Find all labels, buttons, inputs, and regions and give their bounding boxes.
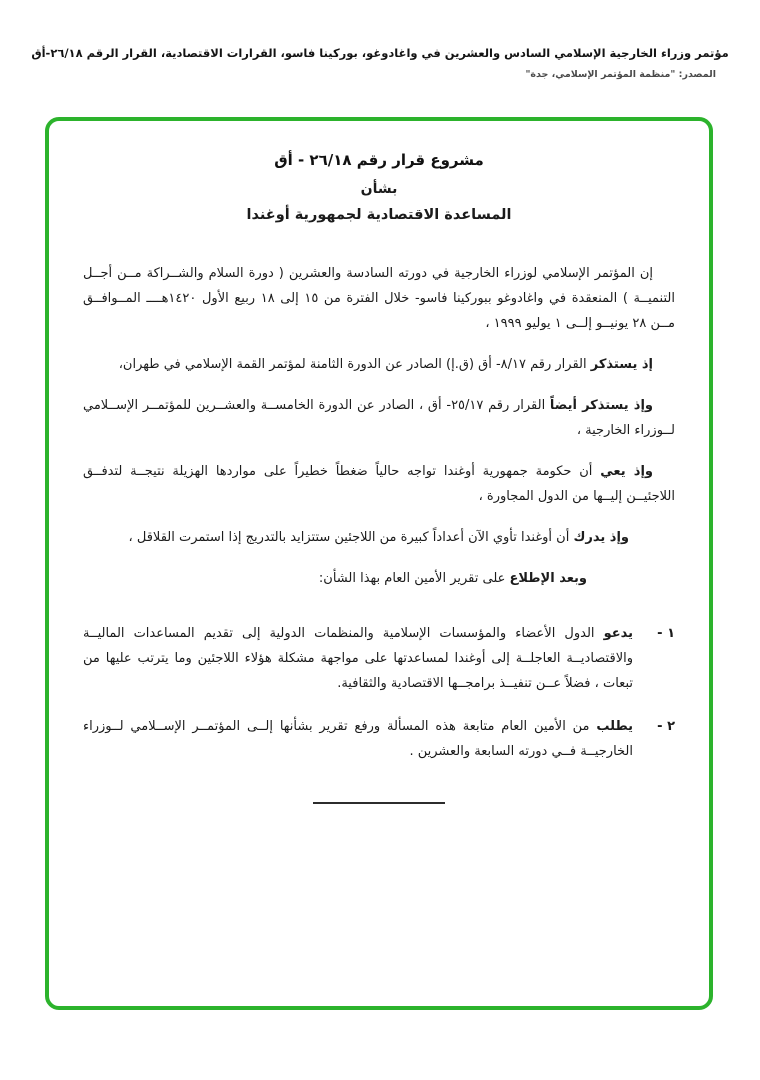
preamble-paragraph (83, 393, 675, 443)
resolution-title: مشروع قرار رقم ٢٦/١٨ - أق (274, 151, 484, 169)
operative-item (83, 714, 675, 764)
item-lead: يطلب (596, 719, 633, 734)
item-rest: الدول الأعضاء والمؤسسات الإسلامية والمنظمات الدولية إلى تقديم المساعدات الماليــة والاقتصاديــة العاجلــة إلى أوغندا لمساعدتها على مواجهة مشكلة هؤلاء اللاجئين وما يترتب عليها من تبعات ، فضلاً عــن تنفيــذ برامجــها الاقتصادية والثقافية. (83, 626, 633, 691)
paragraph-text: على تقرير الأمين العام بهذا الشأن: (318, 571, 510, 586)
preamble-paragraph (83, 525, 675, 550)
paragraph-text: أن أوغندا تأوي الآن أعداداً كبيرة من اللاجئين ستتزايد بالتدريج إذا استمرت القلاقل ، (128, 530, 574, 545)
paragraph-text: إن المؤتمر الإسلامي لوزراء الخارجية في دورته السادسة والعشرين ( دورة السلام والشــراكة مــن أجــل التنميــة ) المنعقدة في واغادوغو ببوركينا فاسو- خلال الفترة من ١٥ إلى ١٨ ربيع الأول ١٤٢٠هــــ المــوافــق مــن ٢٨ يونيــو إلــى ١ يوليو ١٩٩٩ ، (83, 266, 675, 331)
preamble-paragraph (83, 261, 675, 336)
item-text (83, 714, 633, 764)
item-rest: من الأمين العام متابعة هذه المسألة ورفع تقرير بشأنها إلــى المؤتمــر الإســلامي لــوزراء الخارجيــة فــي دورته السابعة والعشرين . (83, 719, 633, 759)
paragraph-lead: إذ يستذكر (590, 357, 653, 372)
paragraph-lead: وإذ يعي (600, 464, 654, 479)
closing-divider (313, 802, 445, 804)
resolution-subject: المساعدة الاقتصادية لجمهورية أوغندا (246, 207, 512, 223)
resolution-about: بشأن (360, 181, 398, 197)
paragraph-lead: وإذ يستذكر أيضاً (549, 398, 653, 413)
paragraph-text: القرار رقم ٨/١٧- أق (ق.إ) الصادر عن الدورة الثامنة لمؤتمر القمة الإسلامي في طهران، (118, 357, 591, 372)
paragraph-lead: وبعد الإطلاع (509, 571, 587, 586)
paragraph-text: أن حكومة جمهورية أوغندا تواجه حالياً ضغطاً خطيراً على مواردها الهزيلة نتيجــة لتدفــق اللاجئيــن إليــها من الدول المجاورة ، (83, 464, 675, 504)
paragraph-lead: وإذ يدرك (573, 530, 629, 545)
operative-item (83, 621, 675, 696)
item-number: ١ - (657, 626, 675, 641)
document-frame (45, 117, 713, 1010)
page-header: مؤتمر وزراء الخارجية الإسلامي السادس والعشرين في واغادوغو، بوركينا فاسو، القرارات الاقتصادية، القرار الرقم ٢٦/١٨-أق (31, 46, 729, 60)
item-text (83, 621, 633, 696)
item-lead: يدعو (603, 626, 633, 641)
preamble-paragraph (83, 352, 675, 377)
operative-items (83, 621, 675, 764)
preamble-paragraph (83, 566, 675, 591)
preamble-paragraph (83, 459, 675, 509)
item-number: ٢ - (657, 719, 675, 734)
source-line: المصدر: "منظمة المؤتمر الإسلامي، جدة" (525, 69, 716, 80)
paragraph-text: القرار رقم ٢٥/١٧- أق ، الصادر عن الدورة الخامســة والعشــرين للمؤتمــر الإســلامي لــوزراء الخارجية ، (83, 398, 675, 438)
